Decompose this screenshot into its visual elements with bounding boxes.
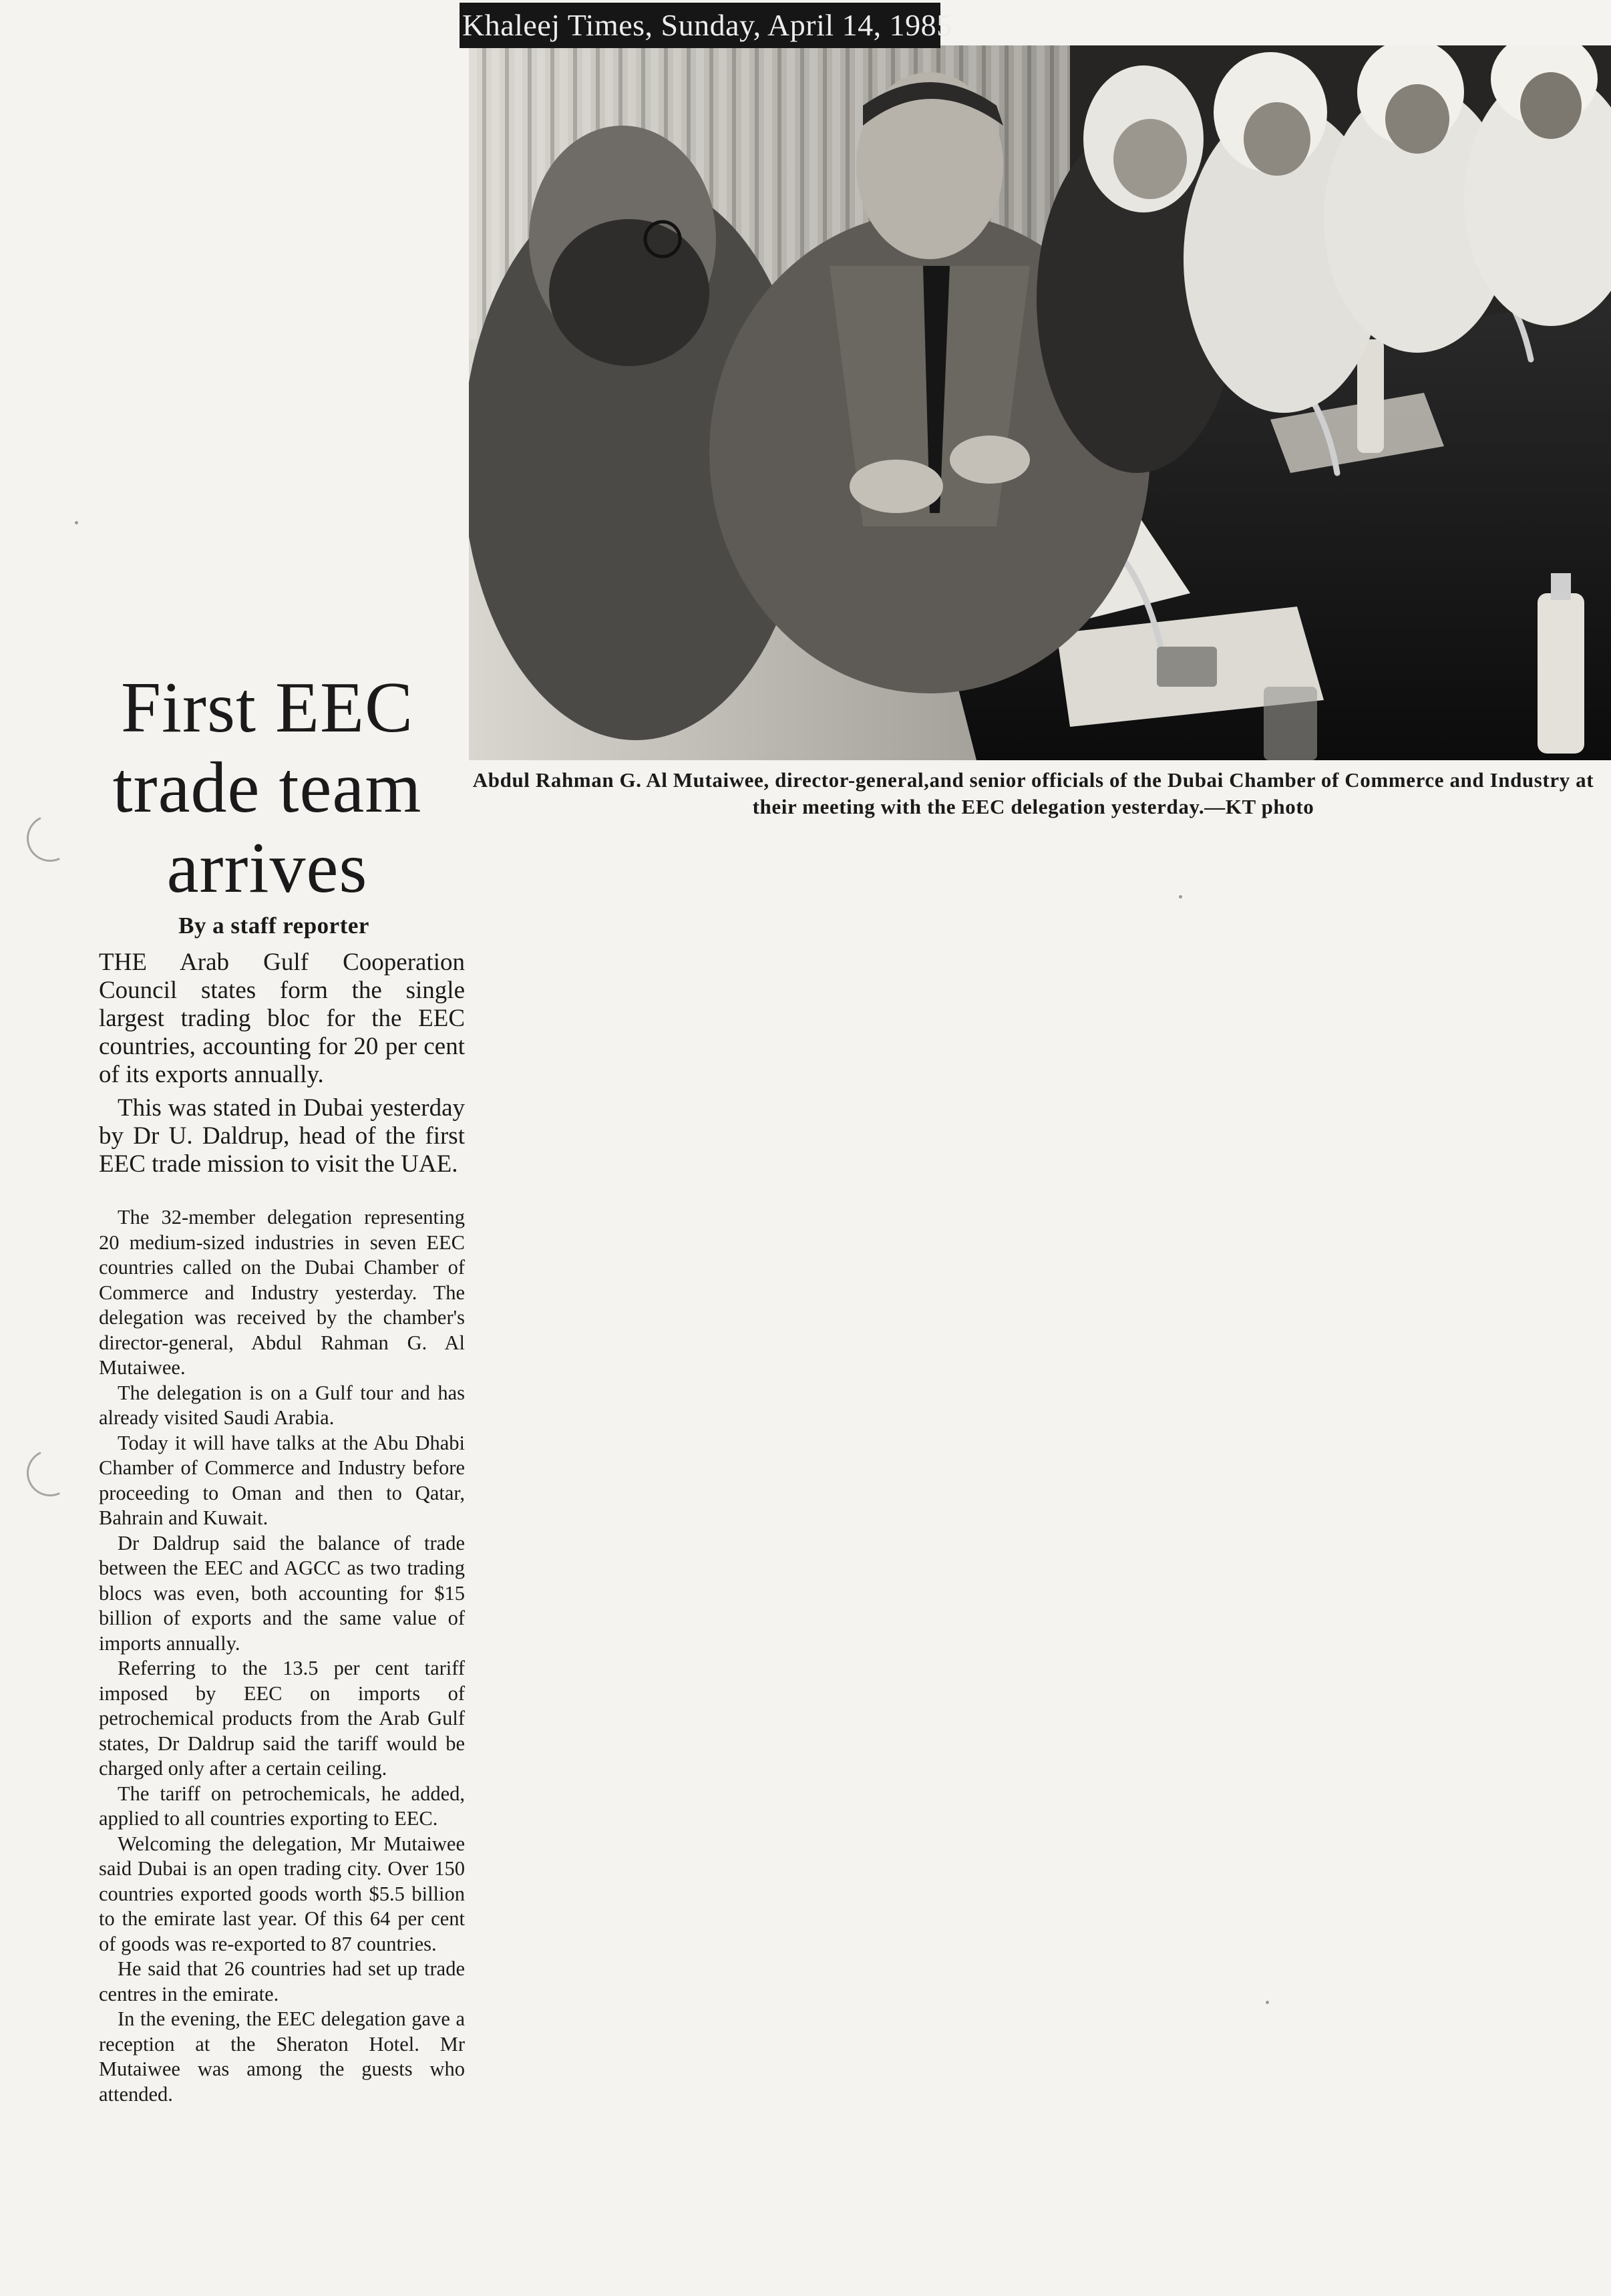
- body-paragraph: Dr Daldrup said the balance of trade between the EEC and AGCC as two trading blocs was even, both accounting for $15 billion of exports and the same value of imports annually.: [99, 1531, 465, 1655]
- headline: [67, 668, 468, 909]
- body-paragraph: Referring to the 13.5 per cent tariff imposed by EEC on imports of petrochemical products from the Arab Gulf states, Dr Daldrup said the tariff would be charged only after a certain ceiling.: [99, 1657, 465, 1780]
- scan-speck: [75, 521, 78, 524]
- body-paragraph: The 32-member delegation representing 20 medium-sized industries in seven EEC countries called on the Dubai Chamber of Commerce and Industry yesterday. The delegation was received by the chamber's director-general, Abdul Rahman G. Al Mutaiwee.: [99, 1206, 465, 1379]
- headline-line-1: First EEC: [120, 668, 414, 748]
- byline: By a staff reporter: [178, 913, 369, 939]
- lead-paragraph: This was stated in Dubai yesterday by Dr U. Daldrup, head of the first EEC trade mission to visit the UAE.: [99, 1094, 465, 1178]
- lead-paragraph: THE Arab Gulf Cooperation Council states form the single largest trading bloc for the EEC countries, accounting for 20 per cent of its exports annually.: [99, 949, 465, 1088]
- headline-line-3: arrives: [166, 828, 368, 908]
- headline-line-2: trade team: [112, 748, 422, 828]
- scan-speck: [1179, 895, 1182, 898]
- scan-speck: [1266, 2001, 1269, 2004]
- hole-punch-mark: [20, 1443, 80, 1503]
- body-paragraph: In the evening, the EEC delegation gave a reception at the Sheraton Hotel. Mr Mutaiwee was among the guests who attended.: [99, 2007, 465, 2106]
- body-paragraph: He said that 26 countries had set up trade centres in the emirate.: [99, 1957, 465, 2005]
- photo-caption: Abdul Rahman G. Al Mutaiwee, director-general,and senior officials of the Dubai Chamber of Commerce and Industry at their meeting with the EEC delegation yesterday.—KT photo: [472, 768, 1594, 818]
- body-paragraph: Welcoming the delegation, Mr Mutaiwee said Dubai is an open trading city. Over 150 countries exported goods worth $5.5 billion to the emirate last year. Of this 64 per cent of goods was re-exported to 87 countries.: [99, 1832, 465, 1955]
- news-photo: [469, 45, 1611, 760]
- body-paragraph: The tariff on petrochemicals, he added, applied to all countries exporting to EEC.: [99, 1782, 465, 1830]
- article-body: [99, 949, 465, 2107]
- body-paragraph: Today it will have talks at the Abu Dhabi Chamber of Commerce and Industry before proceeding to Oman and then to Qatar, Bahrain and Kuwait.: [99, 1431, 465, 1529]
- body-paragraph: The delegation is on a Gulf tour and has already visited Saudi Arabia.: [99, 1381, 465, 1429]
- masthead: Khaleej Times, Sunday, April 14, 1985: [460, 3, 940, 48]
